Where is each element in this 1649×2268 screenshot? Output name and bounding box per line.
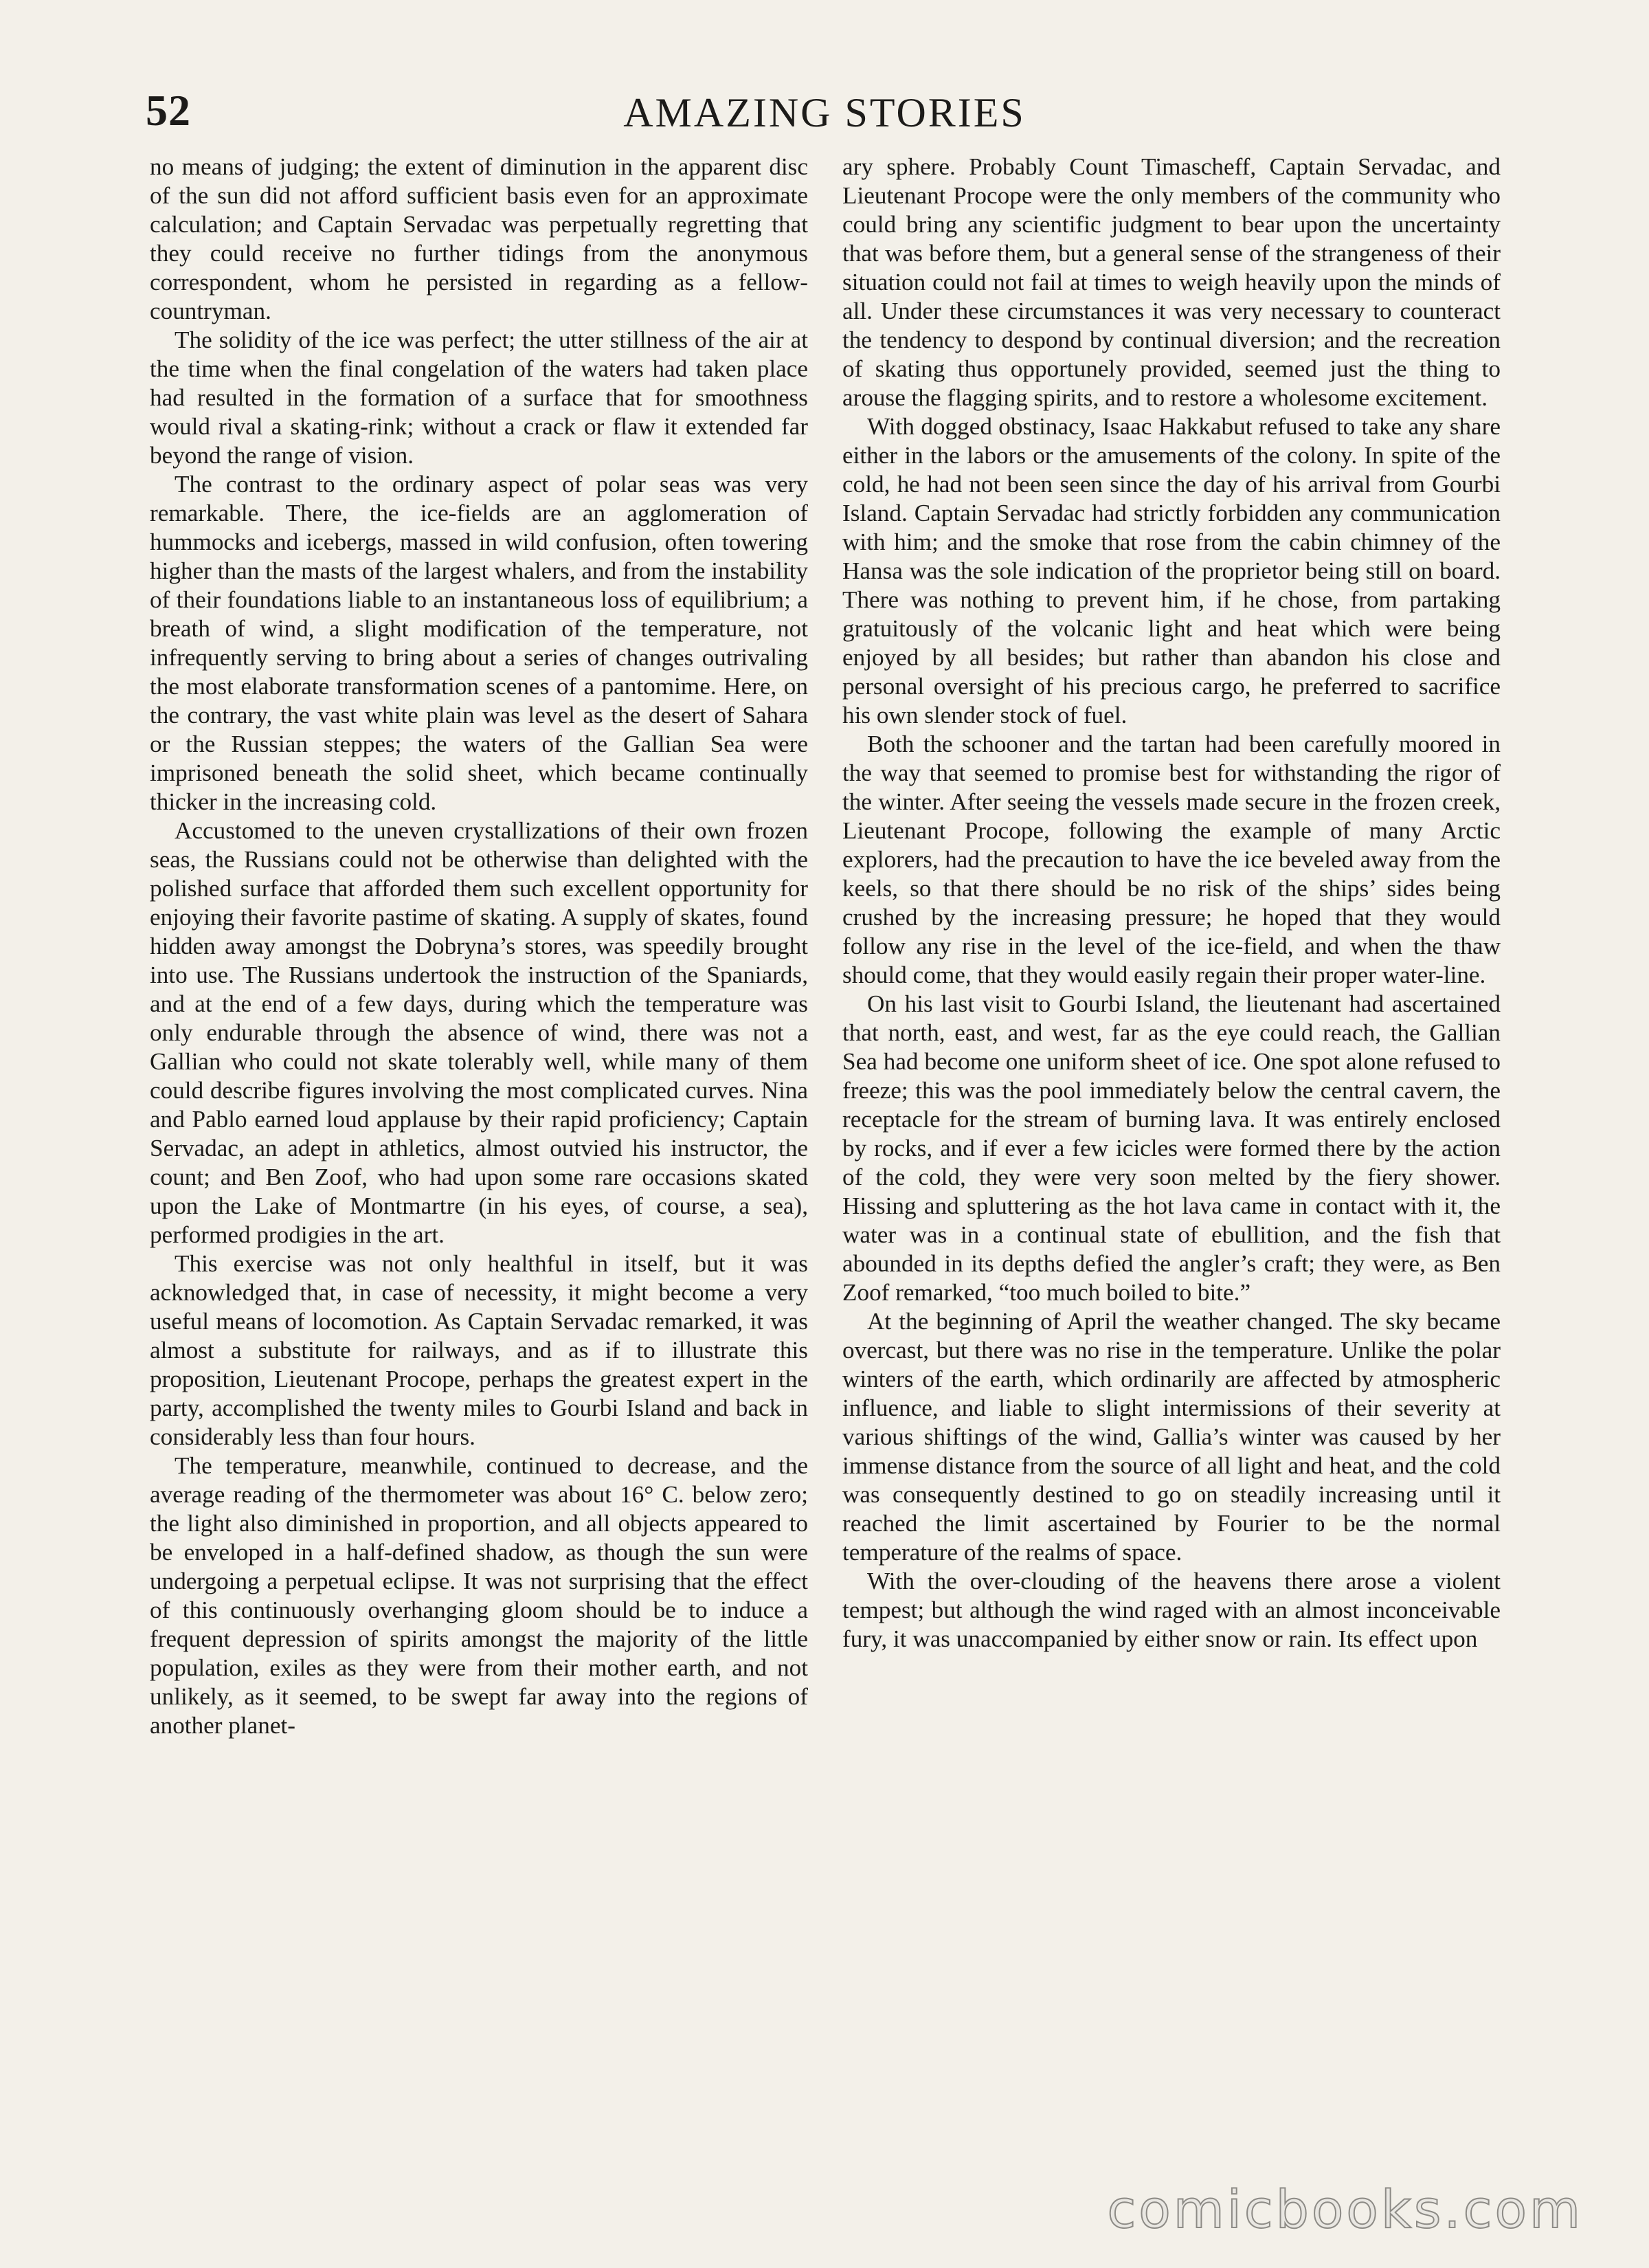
paragraph: Both the schooner and the tartan had been carefully moored in the way that seemed to promise best for withstanding the rigor of the winter. After seeing the vessels made secure in the frozen creek, Lieutenant Procope, following the example of many Arctic explorers, had the precaution to have the ice beveled away from the keels, so that there should be no risk of the ships’ sides being crushed by the increasing pressure; he hoped that they would follow any rise in the level of the ice-field, and when the thaw should come, that they would easily regain their proper water-line. xyxy=(842,731,1501,988)
paragraph: ary sphere. Probably Count Timascheff, Captain Servadac, and Lieutenant Procope were the only members of the community who could bring any scientific judgment to bear upon the uncertainty that was before them, but a general sense of the strangeness of their situation could not fail at times to weigh heavily upon the minds of all. Under these circumstances it was very necessary to counteract the tendency to despond by continual diversion; and the recreation of skating thus opportunely provided, seemed just the thing to arouse the flagging spirits, and to restore a wholesome excitement. xyxy=(842,153,1501,411)
paragraph: With dogged obstinacy, Isaac Hakkabut refused to take any share either in the labors or the amusements of the colony. In spite of the cold, he had not been seen since the day of his arrival from Gourbi Island. Captain Servadac had strictly forbidden any communication with him; and the smoke that rose from the cabin chimney of the Hansa was the sole indication of the proprietor being still on board. There was nothing to prevent him, if he chose, from partaking gratuitously of the volcanic light and heat which were being enjoyed by all besides; but rather than abandon his close and personal oversight of his precious cargo, he preferred to sacrifice his own slender stock of fuel. xyxy=(842,413,1501,729)
paragraph: The contrast to the ordinary aspect of polar seas was very remarkable. There, the ice-fields are an agglomeration of hummocks and icebergs, massed in wild confusion, often towering higher than the masts of the largest whalers, and from the instability of their foundations liable to an instantaneous loss of equilibrium; a breath of wind, a slight modification of the temperature, not infrequently serving to bring about a series of changes outrivaling the most elaborate transformation scenes of a pantomime. Here, on the contrary, the vast white plain was level as the desert of Sahara or the Russian steppes; the waters of the Gallian Sea were imprisoned beneath the solid sheet, which became continually thicker in the increasing cold. xyxy=(150,471,808,815)
paragraph: With the over-clouding of the heavens there arose a violent tempest; but although the wind raged with an almost inconceivable fury, it was unaccompanied by either snow or rain. Its effect upon xyxy=(842,1568,1501,1652)
page-number: 52 xyxy=(146,86,191,135)
paragraph: At the beginning of April the weather changed. The sky became overcast, but there was no rise in the temperature. Unlike the polar winters of the earth, which ordinarily are affected by atmospheric influence, and liable to slight intermissions of their severity at various shiftings of the wind, Gallia’s winter was caused by her immense distance from the source of all light and heat, and the cold was consequently destined to go on steadily increasing until it reached the limit ascertained by Fourier to be the normal temperature of the realms of space. xyxy=(842,1308,1501,1566)
paragraph: Accustomed to the uneven crystallizations of their own frozen seas, the Russians could not be otherwise than delighted with the polished surface that afforded them such excellent opportunity for enjoying their favorite pastime of skating. A supply of skates, found hidden away amongst the Dobryna’s stores, was speedily brought into use. The Russians undertook the instruction of the Spaniards, and at the end of a few days, during which the temperature was only endurable through the absence of wind, there was not a Gallian who could not skate tolerably well, while many of them could describe figures involving the most complicated curves. Nina and Pablo earned loud applause by their rapid proficiency; Captain Servadac, an adept in athletics, almost outvied his instructor, the count; and Ben Zoof, who had upon some rare occasions skated upon the Lake of Montmartre (in his eyes, of course, a sea), performed prodigies in the art. xyxy=(150,817,808,1248)
paragraph: The solidity of the ice was perfect; the utter stillness of the air at the time when the final congelation of the waters had taken place had resulted in the formation of a surface that for smoothness would rival a skating-rink; without a crack or flaw it extended far beyond the range of vision. xyxy=(150,326,808,469)
paragraph: On his last visit to Gourbi Island, the lieutenant had ascertained that north, east, and west, far as the eye could reach, the Gallian Sea had become one uniform sheet of ice. One spot alone refused to freeze; this was the pool immediately below the central cavern, the receptacle for the stream of burning lava. It was entirely enclosed by rocks, and if ever a few icicles were formed there by the action of the cold, they were very soon melted by the fiery shower. Hissing and spluttering as the hot lava came in contact with it, the water was in a continual state of ebullition, and the fish that abounded in its depths defied the angler’s craft; they were, as Ben Zoof remarked, “too much boiled to bite.” xyxy=(842,990,1501,1306)
watermark: comicbooks.com xyxy=(1107,2179,1583,2240)
right-column xyxy=(842,153,1501,1654)
paragraph: This exercise was not only healthful in itself, but it was acknowledged that, in case of necessity, it might become a very useful means of locomotion. As Captain Servadac remarked, it was almost a substitute for railways, and as if to illustrate this proposition, Lieutenant Procope, perhaps the greatest expert in the party, accomplished the twenty miles to Gourbi Island and back in considerably less than four hours. xyxy=(150,1250,808,1450)
paragraph: no means of judging; the extent of diminution in the apparent disc of the sun did not afford sufficient basis even for an approximate calculation; and Captain Servadac was perpetually regretting that they could receive no further tidings from the anonymous correspondent, whom he persisted in regarding as a fellow-countryman. xyxy=(150,153,808,324)
left-column xyxy=(150,153,808,1740)
paragraph: The temperature, meanwhile, continued to decrease, and the average reading of the thermometer was about 16° C. below zero; the light also diminished in proportion, and all objects appeared to be enveloped in a half-defined shadow, as though the sun were undergoing a perpetual eclipse. It was not surprising that the effect of this continuously overhanging gloom should be to induce a frequent depression of spirits amongst the majority of the little population, exiles as they were from their mother earth, and not unlikely, as it seemed, to be swept far away into the regions of another planet- xyxy=(150,1452,808,1739)
running-head: AMAZING STORIES xyxy=(623,90,1026,135)
